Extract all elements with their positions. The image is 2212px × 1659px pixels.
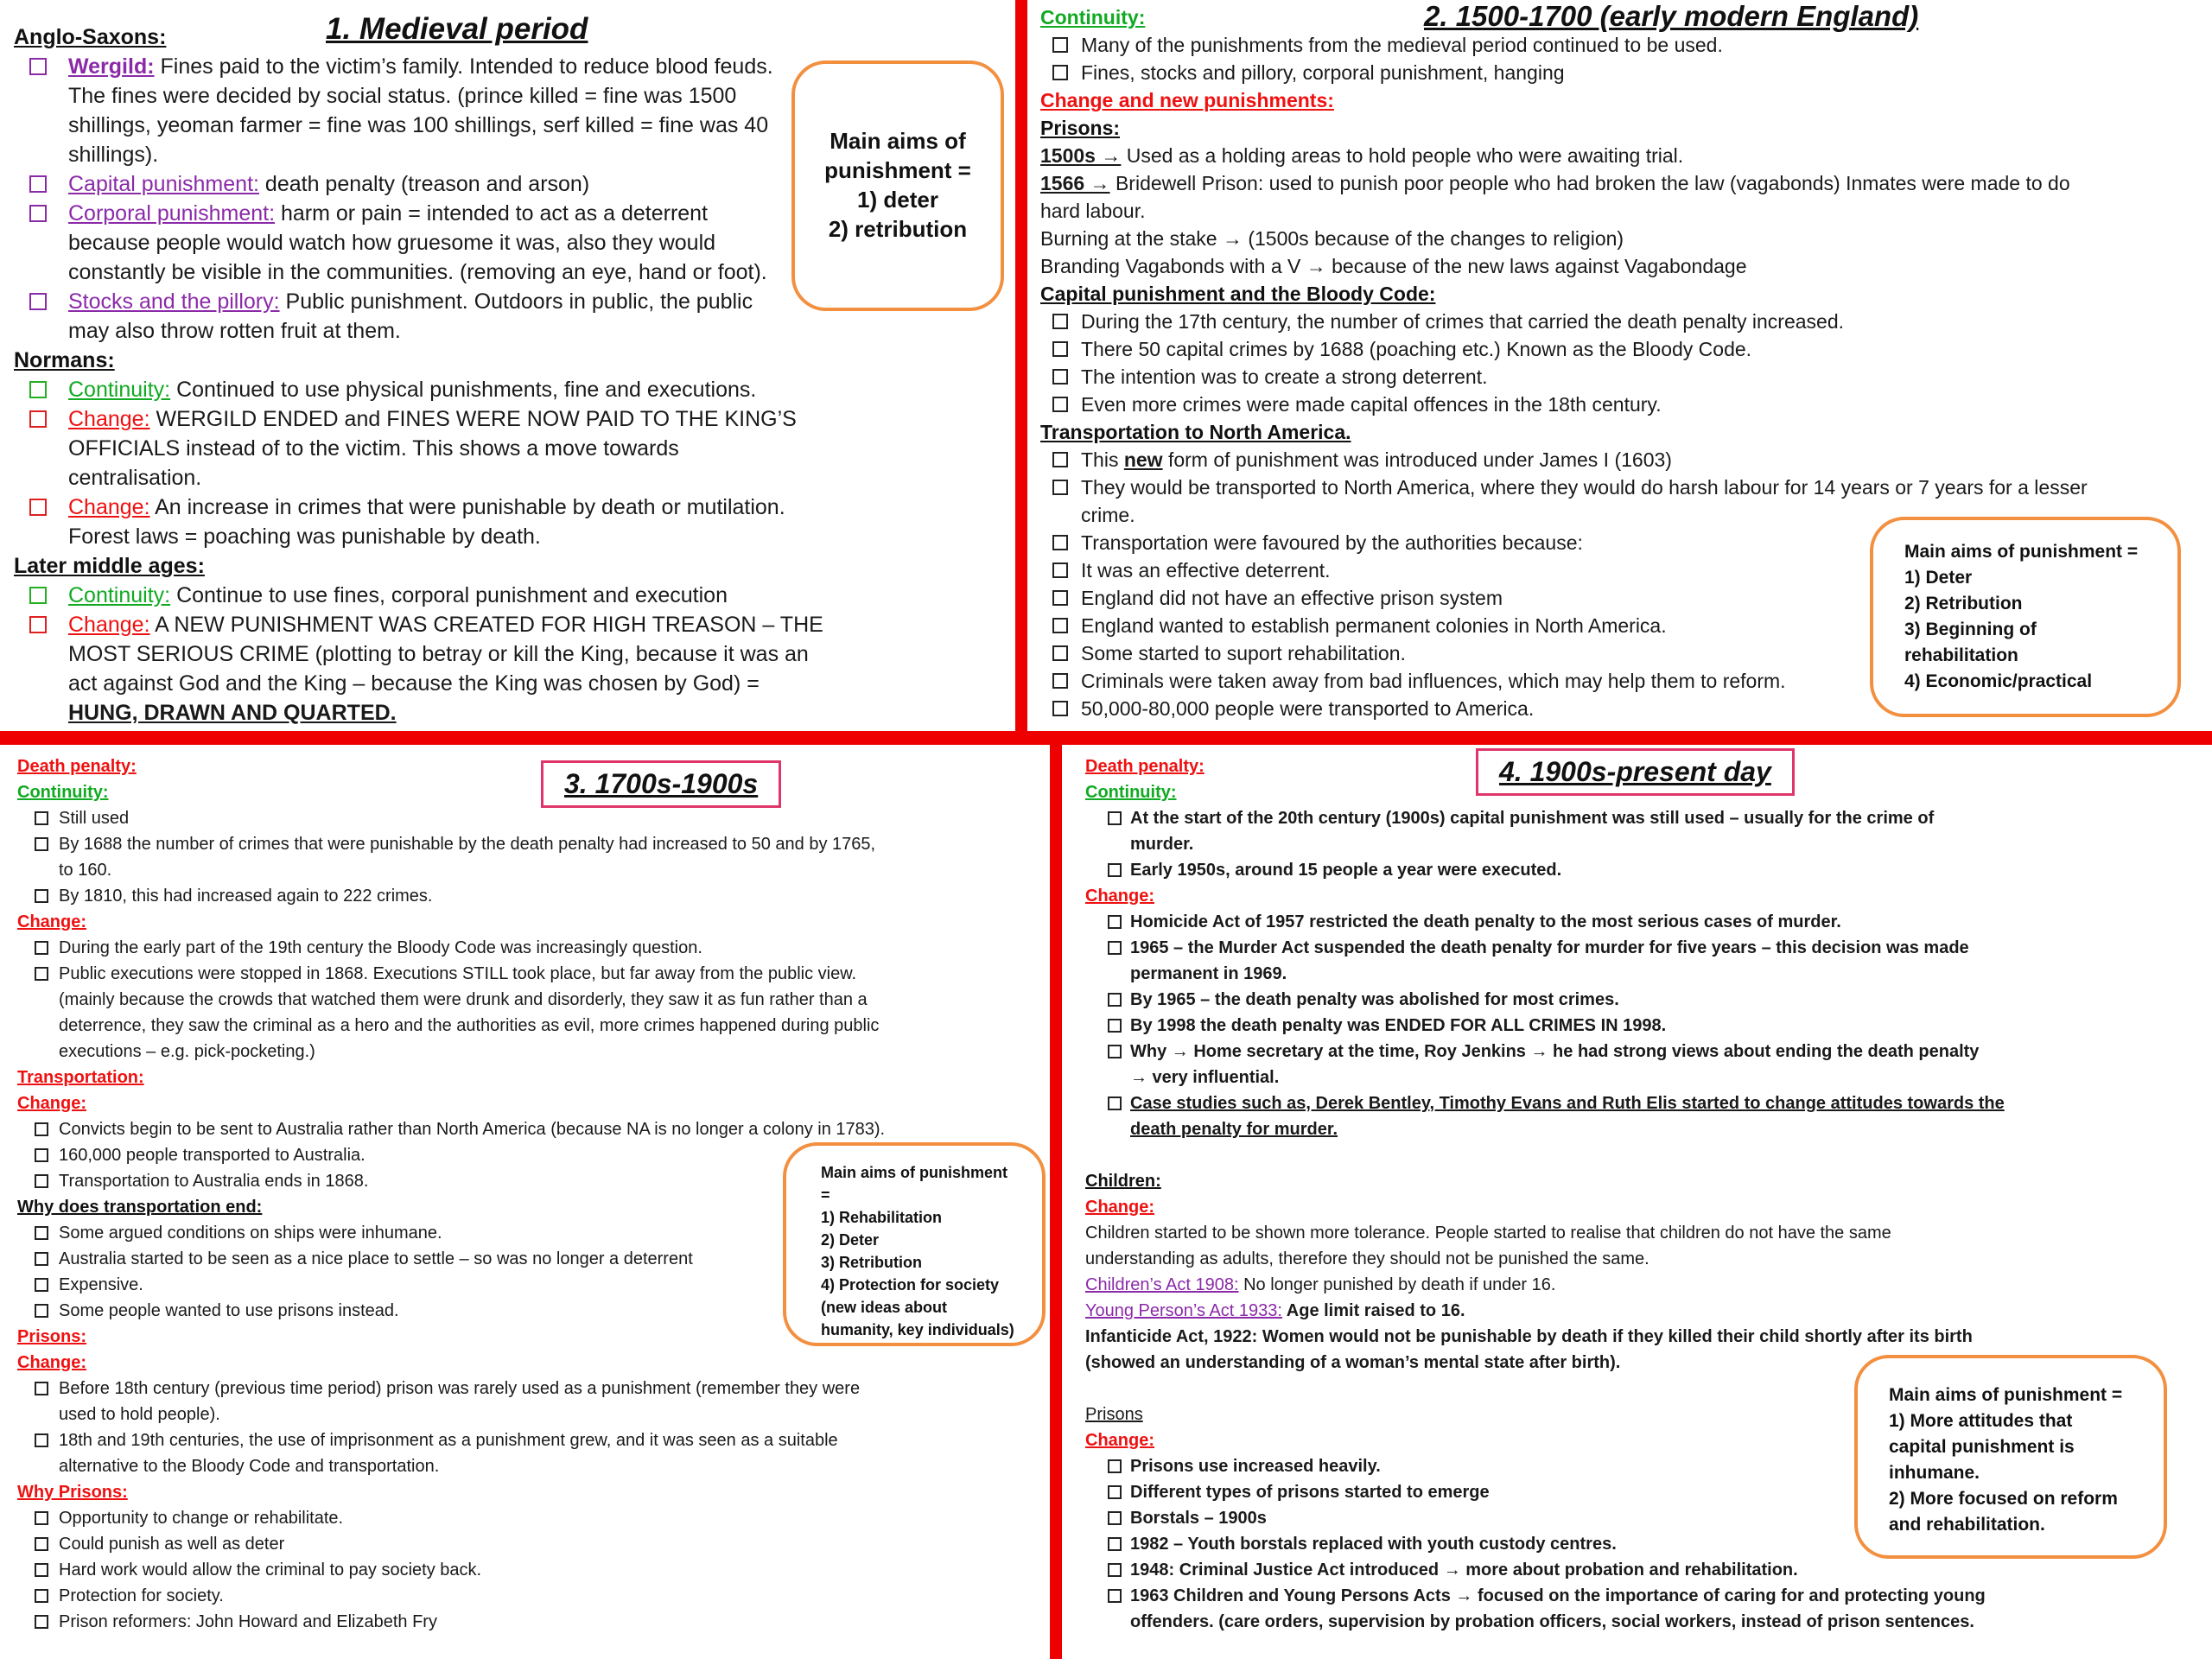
heading-bloody-code: Capital punishment and the Bloody Code: bbox=[1040, 283, 1436, 305]
list-item: Some argued conditions on ships were inhumane. bbox=[17, 1220, 1046, 1246]
list-item: Change: A NEW PUNISHMENT WAS CREATED FOR HIGH TREASON – THE bbox=[14, 610, 1007, 639]
checkbox-icon bbox=[35, 1148, 48, 1162]
early-modern-section: 2. 1500-1700 (early modern England) Continuity: Many of the punishments from the medieval period continued to be used. Fines, stocks and pillory, corporal punishment, hanging Change and new punishments: Prisons: 1500s → Used as a holding areas to hold people who were awaiting trial. 1566 → Bridewell Prison: used to punish poor people who had broken the law (vagabonds) Inmates were made to do hard labour. Burning at the stake → (1500s because of the changes to religion) Branding Vagabonds with a V → because of the new laws against Vagabondage Capital punishment and the Bloody Code: During the 17th century, the number of crimes that carried the death penalty increased. There 50 capital crimes by 1688 (poaching etc.) Known as the Bloody Code. The intention was to create a strong deterrent. Even more crimes were made capital offences in the 18th century. Transportation to North America. This new form of punishment was introduced under James I (1603) They would be transported to North America, where they would do harsh labour for 14 years or 7 years for a lesser crime. Transportation were favoured by the authorities because: It was an effective deterrent. England did not have an effective prison system England wanted to establish permanent colonies in North America. Some started to suport rehabilitation. Criminals were taken away from bad influences, which may help them to reform. 50,000-80,000 people were transported to America. Main aims of punishment = 1) Deter 2) Retribution 3) Beginning of rehabilitation 4) Economic/practical bbox=[1030, 0, 2212, 733]
checkbox-icon bbox=[35, 1252, 48, 1266]
checkbox-icon bbox=[35, 889, 48, 903]
heading-continuity: Continuity: bbox=[1040, 6, 1146, 29]
list-item: Could punish as well as deter bbox=[17, 1531, 1046, 1557]
checkbox-icon bbox=[35, 811, 48, 825]
list-item: 1948: Criminal Justice Act introduced → more about probation and rehabilitation. bbox=[1085, 1557, 2209, 1583]
checkbox-icon bbox=[1052, 563, 1068, 578]
checkbox-icon bbox=[1108, 863, 1122, 877]
list-item: 1982 – Youth borstals replaced with youth custody centres. bbox=[1085, 1531, 2209, 1557]
divider-horizontal bbox=[0, 731, 2212, 745]
checkbox-icon bbox=[1108, 1485, 1122, 1499]
list-item: Before 18th century (previous time period) prison was rarely used as a punishment (remember they were bbox=[17, 1376, 1046, 1402]
checkbox-icon bbox=[1108, 1589, 1122, 1603]
list-item: They would be transported to North America, where they would do harsh labour for 14 years or 7 years for a lesser bbox=[1040, 474, 2207, 501]
1700s-1900s-section: 3. 1700s-1900s Death penalty: Continuity: Still used By 1688 the number of crimes that were punishable by the death penalty had increased to 50 and by 1765, to 160. By 1810, this had increased again to 222 crimes. Change: During the early part of the 19th century the Bloody Code was increasingly question. Public executions were stopped in 1868. Executions STILL took place, but far away from the public view. (mainly because the crowds that watched them were drunk and disorderly, they saw it as fun rather than a deterrence, they saw the criminal as a hero and the authorities as evil, more crimes happened during public executions – e.g. pick-pocketing.) Transportation: Change: Convicts begin to be sent to Australia rather than North America (because NA is no longer a colony in 1783). 160,000 people transported to Australia. Transportation to Australia ends in 1868. Why does transportation end: Some argued conditions on ships were inhumane. Australia started to be seen as a nice place to settle – so was no longer a deterrent Expensive. Some people wanted to use prisons instead. Prisons: Change: Before 18th century (previous time period) prison was rarely used as a punishment (remember they were used to hold people). 18th and 19th centuries, the use of imprisonment as a punishment grew, and it was seen as a suitable alternative to the Bloody Code and transportation. Why Prisons: Opportunity to change or rehabilitate. Could punish as well as deter Hard work would allow the criminal to pay society back. Protection for society. Prison reformers: John Howard and Elizabeth Fry Main aims of punishment = 1) Rehabilitation 2) Deter 3) Retribution 4) Protection for society (new ideas about humanity, key individuals) bbox=[0, 748, 1050, 1659]
heading-why-prisons: Why Prisons: bbox=[17, 1483, 128, 1502]
checkbox-icon bbox=[1052, 65, 1068, 80]
checkbox-icon bbox=[1052, 480, 1068, 495]
checkbox-icon bbox=[35, 1382, 48, 1395]
list-item: At the start of the 20th century (1900s) capital punishment was still used – usually for the crime of bbox=[1085, 805, 2209, 831]
checkbox-icon bbox=[1108, 1511, 1122, 1525]
heading-change: Change: bbox=[17, 1094, 86, 1113]
checkbox-icon bbox=[35, 1537, 48, 1551]
heading-continuity: Continuity: bbox=[17, 783, 109, 802]
list-item: Opportunity to change or rehabilitate. bbox=[17, 1505, 1046, 1531]
list-item: Still used bbox=[17, 805, 1046, 831]
divider-vertical-bottom bbox=[1050, 745, 1062, 1659]
list-item: Hard work would allow the criminal to pay society back. bbox=[17, 1557, 1046, 1583]
list-item: Different types of prisons started to emerge bbox=[1085, 1479, 2209, 1505]
checkbox-icon bbox=[35, 967, 48, 981]
checkbox-icon bbox=[29, 175, 47, 193]
checkbox-icon bbox=[1052, 618, 1068, 633]
list-item: England wanted to establish permanent colonies in North America. bbox=[1040, 612, 2207, 639]
checkbox-icon bbox=[29, 410, 47, 428]
checkbox-icon bbox=[1052, 673, 1068, 689]
checkbox-icon bbox=[1052, 452, 1068, 467]
heading-why-transportation-ends: Why does transportation end: bbox=[17, 1198, 263, 1217]
list-item: Prison reformers: John Howard and Elizabeth Fry bbox=[17, 1609, 1046, 1635]
checkbox-icon bbox=[1052, 535, 1068, 550]
heading-transportation: Transportation: bbox=[17, 1068, 144, 1087]
checkbox-icon bbox=[1108, 1537, 1122, 1551]
list-item: By 1998 the death penalty was ENDED FOR ALL CRIMES IN 1998. bbox=[1085, 1013, 2209, 1039]
checkbox-icon bbox=[35, 1433, 48, 1447]
checkbox-icon bbox=[1108, 941, 1122, 955]
list-item: The intention was to create a strong deterrent. bbox=[1040, 363, 2207, 391]
list-item: By 1965 – the death penalty was abolished for most crimes. bbox=[1085, 987, 2209, 1013]
list-item: Why → Home secretary at the time, Roy Jenkins → he had strong views about ending the death penalty bbox=[1085, 1039, 2209, 1065]
list-item: Change: An increase in crimes that were punishable by death or mutilation. bbox=[14, 493, 1007, 522]
list-item: Homicide Act of 1957 restricted the death penalty to the most serious cases of murder. bbox=[1085, 909, 2209, 935]
heading-change: Change: bbox=[1085, 1431, 1154, 1450]
list-item: 18th and 19th centuries, the use of imprisonment as a punishment grew, and it was seen as a suitable bbox=[17, 1427, 1046, 1453]
heading-change: Change: bbox=[17, 1353, 86, 1372]
list-item: Transportation to Australia ends in 1868. bbox=[17, 1168, 1046, 1194]
checkbox-icon bbox=[35, 941, 48, 955]
1900s-present-section: 4. 1900s-present day Death penalty: Continuity: At the start of the 20th century (1900s) capital punishment was still used – usually for the crime of murder. Early 1950s, around 15 people a year were executed. Change: Homicide Act of 1957 restricted the death penalty to the most serious cases of murder. 1965 – the Murder Act suspended the death penalty for murder for five years – this decision was made permanent in 1969. By 1965 – the death penalty was abolished for most crimes. By 1998 the death penalty was ENDED FOR ALL CRIMES IN 1998. Why → Home secretary at the time, Roy Jenkins → he had strong views about ending the death penalty → very influential. Case studies such as, Derek Bentley, Timothy Evans and Ruth Elis started to change attitudes towards the death penalty for murder. Children: Change: Children started to be shown more tolerance. People started to realise that children do not have the same understanding as adults, therefore they should not be punished the same. Children’s Act 1908: No longer punished by death if under 16. Young Person’s Act 1933: Age limit raised to 16. Infanticide Act, 1922: Women would not be punishable by death if they killed their child shortly after its birth (showed an understanding of a woman’s mental state after birth). Prisons Change: Prisons use increased heavily. Different types of prisons started to emerge Borstals – 1900s 1982 – Youth borstals replaced with youth custody centres. 1948: Criminal Justice Act introduced → more about probation and rehabilitation. 1963 Children and Young Persons Acts → focused on the importance of caring for and protecting young offenders. (care orders, supervision by probation officers, social workers, instead of prison sentences. Main aims of punishment = 1) More attitudes that capital punishment is inhumane. 2) More focused on reform and rehabilitation. bbox=[1065, 748, 2212, 1659]
checkbox-icon bbox=[35, 1278, 48, 1292]
checkbox-icon bbox=[35, 1122, 48, 1136]
heading-later-middle-ages: Later middle ages: bbox=[14, 554, 205, 578]
checkbox-icon bbox=[1052, 701, 1068, 716]
heading-anglo-saxons: Anglo-Saxons: bbox=[14, 25, 167, 49]
checkbox-icon bbox=[1108, 1019, 1122, 1033]
main-aims-box: Main aims of punishment = 1) deter 2) retribution bbox=[791, 60, 1004, 311]
heading-continuity: Continuity: bbox=[1085, 783, 1177, 802]
checkbox-icon bbox=[35, 1589, 48, 1603]
list-item: This new form of punishment was introduced under James I (1603) bbox=[1040, 446, 2207, 474]
list-item: Wergild: Fines paid to the victim’s family. Intended to reduce blood feuds. bbox=[14, 52, 1007, 81]
checkbox-icon bbox=[1108, 915, 1122, 929]
list-item: By 1688 the number of crimes that were punishable by the death penalty had increased to 50 and by 1765, bbox=[17, 831, 1046, 857]
checkbox-icon bbox=[35, 1304, 48, 1318]
list-item: Case studies such as, Derek Bentley, Timothy Evans and Ruth Elis started to change attitudes towards the bbox=[1085, 1090, 2209, 1116]
list-item: During the 17th century, the number of crimes that carried the death penalty increased. bbox=[1040, 308, 2207, 335]
list-item: Change: WERGILD ENDED and FINES WERE NOW PAID TO THE KING’S bbox=[14, 404, 1007, 434]
main-aims-box: Main aims of punishment = 1) More attitudes that capital punishment is inhumane. 2) More focused on reform and rehabilitation. bbox=[1854, 1355, 2167, 1559]
checkbox-icon bbox=[1108, 1045, 1122, 1058]
checkbox-icon bbox=[35, 1563, 48, 1577]
list-item: Corporal punishment: harm or pain = intended to act as a deterrent bbox=[14, 199, 1007, 228]
list-item: Criminals were taken away from bad influences, which may help them to reform. bbox=[1040, 667, 2207, 695]
list-item: Public executions were stopped in 1868. Executions STILL took place, but far away from the public view. bbox=[17, 961, 1046, 987]
list-item: Some started to suport rehabilitation. bbox=[1040, 639, 2207, 667]
checkbox-icon bbox=[1052, 369, 1068, 385]
checkbox-icon bbox=[29, 58, 47, 75]
checkbox-icon bbox=[1052, 590, 1068, 606]
heading-prisons: Prisons bbox=[1085, 1405, 1143, 1424]
checkbox-icon bbox=[1052, 397, 1068, 412]
list-item: Many of the punishments from the medieval period continued to be used. bbox=[1040, 31, 2207, 59]
checkbox-icon bbox=[35, 1174, 48, 1188]
checkbox-icon bbox=[1108, 993, 1122, 1007]
checkbox-icon bbox=[29, 205, 47, 222]
checkbox-icon bbox=[1052, 314, 1068, 329]
list-item: Continuity: Continued to use physical punishments, fine and executions. bbox=[14, 375, 1007, 404]
checkbox-icon bbox=[29, 293, 47, 310]
section-title: 4. 1900s-present day bbox=[1476, 748, 1795, 796]
heading-change: Change: bbox=[1085, 1198, 1154, 1217]
list-item: 50,000-80,000 people were transported to America. bbox=[1040, 695, 2207, 722]
list-item: By 1810, this had increased again to 222 crimes. bbox=[17, 883, 1046, 909]
list-item: Prisons use increased heavily. bbox=[1085, 1453, 2209, 1479]
checkbox-icon bbox=[1108, 1459, 1122, 1473]
checkbox-icon bbox=[1052, 341, 1068, 357]
main-aims-box: Main aims of punishment = 1) Deter 2) Retribution 3) Beginning of rehabilitation 4) Economic/practical bbox=[1870, 517, 2181, 717]
checkbox-icon bbox=[29, 587, 47, 604]
list-item: There 50 capital crimes by 1688 (poaching etc.) Known as the Bloody Code. bbox=[1040, 335, 2207, 363]
heading-death-penalty: Death penalty: bbox=[1085, 757, 1205, 776]
checkbox-icon bbox=[1108, 811, 1122, 825]
list-item: Early 1950s, around 15 people a year were executed. bbox=[1085, 857, 2209, 883]
medieval-section: 1. Medieval period Anglo-Saxons: Wergild: Fines paid to the victim’s family. Intended to reduce blood feuds. The fines were decided by social status. (prince killed = fine was 1500 shillings, yeoman farmer = fine was 100 shillings, serf killed = fine was 40 shillings). Capital punishment: death penalty (treason and arson) Corporal punishment: harm or pain = intended to act as a deterrent because people would watch how gruesome it was, also they would constantly be visible in the communities. (removing an eye, hand or foot). Stocks and the pillory: Public punishment. Outdoors in public, the public may also throw rotten fruit at them. Normans: Continuity: Continued to use physical punishments, fine and executions. Change: WERGILD ENDED and FINES WERE NOW PAID TO THE KING’S OFFICIALS instead of to the victim. This shows a move towards centralisation. Change: An increase in crimes that were punishable by death or mutilation. Forest laws = poaching was punishable by death. Later middle ages: Continuity: Continue to use fines, corporal punishment and execution Change: A NEW PUNISHMENT WAS CREATED FOR HIGH TREASON – THE MOST SERIOUS CRIME (plotting to betray or kill the King, because it was an act against God and the King – because the King was chosen by God) = HUNG, DRAWN AND QUARTED. Main aims of punishment = 1) deter 2) retribution bbox=[0, 0, 1015, 733]
section-title: 2. 1500-1700 (early modern England) bbox=[1424, 0, 1919, 32]
list-item: It was an effective deterrent. bbox=[1040, 556, 2207, 584]
heading-death-penalty: Death penalty: bbox=[17, 757, 137, 776]
checkbox-icon bbox=[1052, 37, 1068, 53]
checkbox-icon bbox=[29, 381, 47, 398]
heading-prisons: Prisons: bbox=[17, 1327, 87, 1346]
section-title: 3. 1700s-1900s bbox=[541, 760, 781, 808]
list-item: 160,000 people transported to Australia. bbox=[17, 1142, 1046, 1168]
heading-children: Children: bbox=[1085, 1172, 1161, 1191]
list-item: Stocks and the pillory: Public punishment. Outdoors in public, the public bbox=[14, 287, 1007, 316]
list-item: Protection for society. bbox=[17, 1583, 1046, 1609]
checkbox-icon bbox=[35, 837, 48, 851]
main-aims-box: Main aims of punishment = 1) Rehabilitation 2) Deter 3) Retribution 4) Protection for society (new ideas about humanity, key individuals) bbox=[783, 1142, 1046, 1346]
heading-change: Change: bbox=[17, 912, 86, 931]
heading-prisons: Prisons: bbox=[1040, 117, 1121, 139]
list-item: 1963 Children and Young Persons Acts → focused on the importance of caring for and protecting young bbox=[1085, 1583, 2209, 1609]
divider-vertical-top bbox=[1015, 0, 1027, 743]
list-item: Australia started to be seen as a nice place to settle – so was no longer a deterrent bbox=[17, 1246, 1046, 1272]
checkbox-icon bbox=[1108, 1563, 1122, 1577]
heading-change: Change and new punishments: bbox=[1040, 89, 1334, 111]
heading-normans: Normans: bbox=[14, 348, 115, 372]
heading-change: Change: bbox=[1085, 887, 1154, 906]
list-item: Continuity: Continue to use fines, corporal punishment and execution bbox=[14, 581, 1007, 610]
checkbox-icon bbox=[35, 1615, 48, 1629]
checkbox-icon bbox=[29, 616, 47, 633]
list-item: 1965 – the Murder Act suspended the death penalty for murder for five years – this decision was made bbox=[1085, 935, 2209, 961]
list-item: England did not have an effective prison system bbox=[1040, 584, 2207, 612]
list-item: Some people wanted to use prisons instead. bbox=[17, 1298, 1046, 1324]
checkbox-icon bbox=[35, 1226, 48, 1240]
list-item: Even more crimes were made capital offences in the 18th century. bbox=[1040, 391, 2207, 418]
heading-transportation: Transportation to North America. bbox=[1040, 421, 1351, 443]
list-item: Transportation were favoured by the authorities because: bbox=[1040, 529, 2207, 556]
list-item: Borstals – 1900s bbox=[1085, 1505, 2209, 1531]
list-item: Convicts begin to be sent to Australia rather than North America (because NA is no longer a colony in 1783). bbox=[17, 1116, 1046, 1142]
list-item: Capital punishment: death penalty (treason and arson) bbox=[14, 169, 1007, 199]
checkbox-icon bbox=[1108, 1096, 1122, 1110]
section-title: 1. Medieval period bbox=[326, 12, 588, 46]
checkbox-icon bbox=[35, 1511, 48, 1525]
list-item: During the early part of the 19th century the Bloody Code was increasingly question. bbox=[17, 935, 1046, 961]
checkbox-icon bbox=[29, 499, 47, 516]
checkbox-icon bbox=[1052, 645, 1068, 661]
list-item: Expensive. bbox=[17, 1272, 1046, 1298]
list-item: Fines, stocks and pillory, corporal punishment, hanging bbox=[1040, 59, 2207, 86]
